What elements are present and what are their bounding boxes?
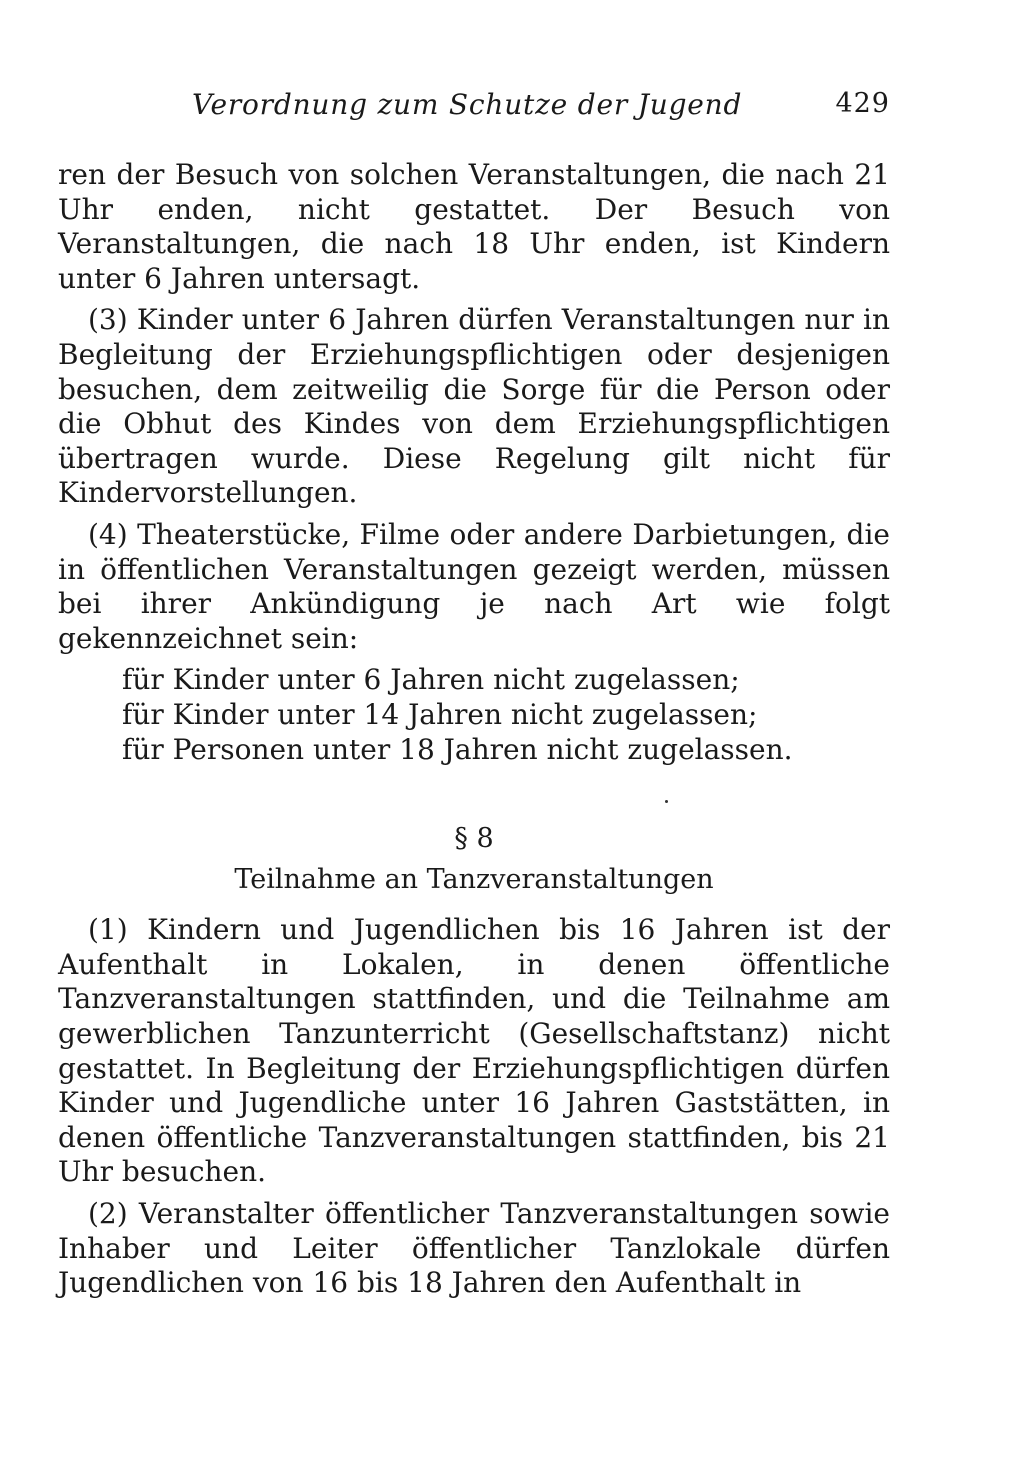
print-speck: [665, 800, 668, 803]
section-number: § 8: [454, 823, 494, 855]
body-text: [58, 158, 890, 1308]
page-number: 429: [835, 88, 890, 119]
running-title: Verordnung zum Schutze der Jugend: [192, 88, 743, 121]
paragraph-4: (4) Theaterstücke, Filme oder andere Darbietungen, die in öffentlichen Veranstaltungen gezeigt werden, müssen bei ihrer Ankündigung je nach Art wie folgt gekennzeichnet sein:: [58, 517, 890, 655]
rating-label-list: [122, 663, 890, 767]
paragraph-continued: ren der Besuch von solchen Veranstaltungen, die nach 21 Uhr enden, nicht gestattet. Der Besuch von Veranstaltungen, die nach 18 Uhr enden, ist Kindern unter 6 Jahren untersagt.: [58, 158, 890, 295]
section-8-paragraph-1: (1) Kindern und Jugendlichen bis 16 Jahren ist der Aufenthalt in Lokalen, in denen öffentliche Tanzveranstaltungen stattfinden, und die Teilnahme am gewerblichen Tanzunterricht (Gesellschaftstanz) nicht gestattet. In Begleitung der Erziehungspflichtigen dürfen Kinder und Jugendliche unter 16 Jahren Gaststätten, in denen öffentliche Tanzveranstaltungen stattfinden, bis 21 Uhr besuchen.: [58, 913, 890, 1189]
list-item: für Kinder unter 6 Jahren nicht zugelassen;: [122, 663, 740, 697]
section-title: Teilnahme an Tanzveranstaltungen: [234, 863, 714, 895]
section-8-paragraph-2: (2) Veranstalter öffentlicher Tanzveranstaltungen sowie Inhaber und Leiter öffentlicher Tanzlokale dürfen Jugendlichen von 16 bis 18 Jahren den Aufenthalt in: [58, 1197, 890, 1300]
list-item: für Kinder unter 14 Jahren nicht zugelassen;: [122, 697, 758, 731]
list-item: für Personen unter 18 Jahren nicht zugelassen.: [122, 732, 793, 766]
paragraph-3: (3) Kinder unter 6 Jahren dürfen Veranstaltungen nur in Begleitung der Erziehungspflichtigen oder desjenigen besuchen, dem zeitweilig die Sorge für die Person oder die Obhut des Kindes von dem Erziehungspflichtigen übertragen wurde. Diese Regelung gilt nicht für Kindervorstellungen.: [58, 303, 890, 510]
running-head: [150, 88, 890, 128]
